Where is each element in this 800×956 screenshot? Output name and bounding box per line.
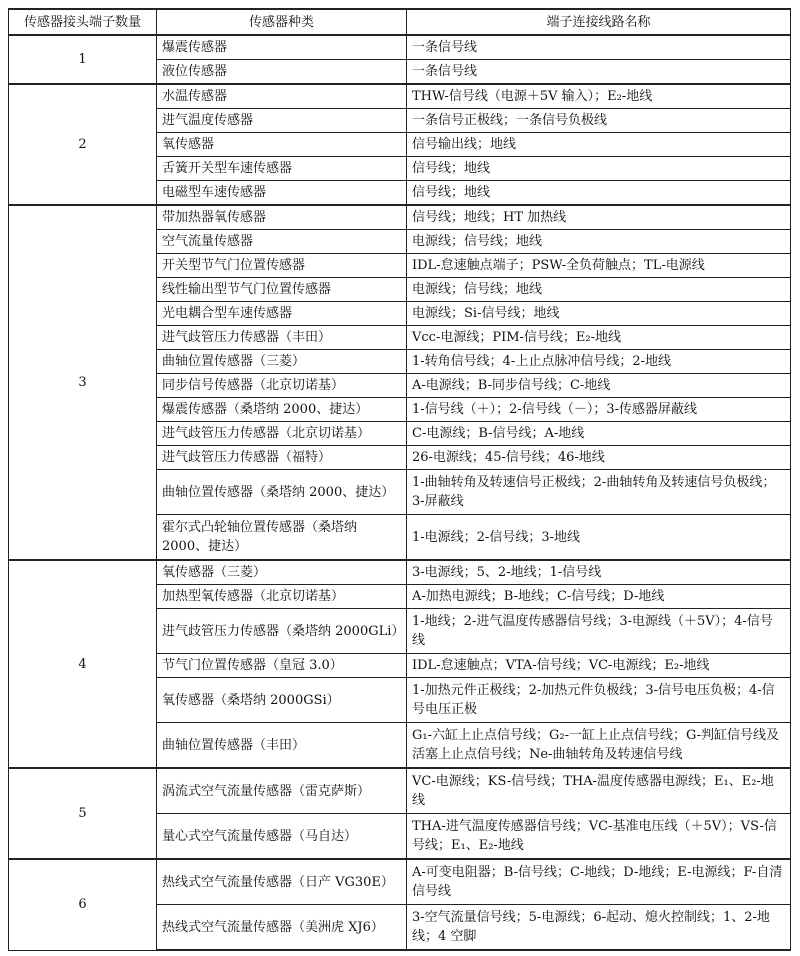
sensor-type-cell: 曲轴位置传感器（桑塔纳 2000、捷达） [157,470,407,515]
sensor-type-cell: 氧传感器（三菱） [157,560,407,585]
sensor-type-cell: 曲轴位置传感器（丰田） [157,723,407,769]
sensor-type-cell: 爆震传感器 [157,35,407,60]
sensor-type-cell: 氧传感器 [157,133,407,157]
wiring-name-cell: 3-电源线；5、2-地线；1-信号线 [407,560,791,585]
sensor-type-cell: 线性输出型节气门位置传感器 [157,278,407,302]
sensor-type-cell: 带加热器氧传感器 [157,205,407,230]
table-row [9,768,791,814]
wiring-name-cell: 1-信号线（＋）；2-信号线（－）；3-传感器屏蔽线 [407,398,791,422]
sensor-type-cell: 进气温度传感器 [157,109,407,133]
sensor-type-cell: 水温传感器 [157,84,407,109]
sensor-type-cell: 曲轴位置传感器（三菱） [157,350,407,374]
sensor-type-cell: 进气歧管压力传感器（福特） [157,446,407,470]
sensor-type-cell: 进气歧管压力传感器（北京切诺基） [157,422,407,446]
terminal-count-cell: 2 [9,84,157,205]
table-row [9,560,791,585]
wiring-name-cell: IDL-怠速触点；VTA-信号线；VC-电源线；E₂-地线 [407,654,791,678]
header-terminal-count: 传感器接头端子数量 [9,9,157,35]
sensor-type-cell: 进气歧管压力传感器（桑塔纳 2000GLi） [157,609,407,654]
wiring-name-cell: THA-进气温度传感器信号线；VC-基准电压线（＋5V）；VS-信号线；E₁、E₂-地线 [407,814,791,860]
table-body [9,35,791,950]
wiring-name-cell: 1-加热元件正极线；2-加热元件负极线；3-信号电压负极；4-信号电压正极 [407,678,791,723]
terminal-count-cell: 6 [9,859,157,950]
sensor-type-cell: 加热型氧传感器（北京切诺基） [157,585,407,609]
table-row [9,84,791,109]
wiring-name-cell: A-加热电源线；B-地线；C-信号线；D-地线 [407,585,791,609]
sensor-terminal-table [8,8,791,951]
terminal-count-cell: 1 [9,35,157,84]
wiring-name-cell: 1-转角信号线；4-上止点脉冲信号线；2-地线 [407,350,791,374]
wiring-name-cell: 一条信号线 [407,35,791,60]
table-row [9,859,791,905]
wiring-name-cell: G₁-六缸上止点信号线；G₂-一缸上止点信号线；G-判缸信号线及活塞上止点信号线；Ne-曲轴转角及转速信号线 [407,723,791,769]
wiring-name-cell: 信号输出线；地线 [407,133,791,157]
header-wiring-name: 端子连接线路名称 [407,9,791,35]
sensor-type-cell: 同步信号传感器（北京切诺基） [157,374,407,398]
sensor-type-cell: 霍尔式凸轮轴位置传感器（桑塔纳 2000、捷达） [157,515,407,561]
sensor-type-cell: 涡流式空气流量传感器（雷克萨斯） [157,768,407,814]
wiring-name-cell: Vcc-电源线；PIM-信号线；E₂-地线 [407,326,791,350]
wiring-name-cell: 1-地线；2-进气温度传感器信号线；3-电源线（＋5V）；4-信号线 [407,609,791,654]
sensor-type-cell: 热线式空气流量传感器（日产 VG30E） [157,859,407,905]
sensor-type-cell: 量心式空气流量传感器（马自达） [157,814,407,860]
table-row [9,35,791,60]
wiring-name-cell: 3-空气流量信号线；5-电源线；6-起动、熄火控制线；1、2-地线；4 空脚 [407,905,791,951]
wiring-name-cell: A-可变电阻器；B-信号线；C-地线；D-地线；E-电源线；F-自清信号线 [407,859,791,905]
sensor-type-cell: 舌簧开关型车速传感器 [157,157,407,181]
table-header-row [9,9,791,35]
wiring-name-cell: 电源线；Si-信号线；地线 [407,302,791,326]
wiring-name-cell: VC-电源线；KS-信号线；THA-温度传感器电源线；E₁、E₂-地线 [407,768,791,814]
wiring-name-cell: 一条信号正极线；一条信号负极线 [407,109,791,133]
terminal-count-cell: 3 [9,205,157,560]
sensor-type-cell: 热线式空气流量传感器（美洲虎 XJ6） [157,905,407,951]
wiring-name-cell: 信号线；地线 [407,181,791,206]
table-row [9,205,791,230]
wiring-name-cell: A-电源线；B-同步信号线；C-地线 [407,374,791,398]
wiring-name-cell: 1-曲轴转角及转速信号正极线；2-曲轴转角及转速信号负极线；3-屏蔽线 [407,470,791,515]
wiring-name-cell: 一条信号线 [407,60,791,85]
sensor-type-cell: 爆震传感器（桑塔纳 2000、捷达） [157,398,407,422]
header-sensor-type: 传感器种类 [157,9,407,35]
sensor-type-cell: 电磁型车速传感器 [157,181,407,206]
wiring-name-cell: 1-电源线；2-信号线；3-地线 [407,515,791,561]
sensor-type-cell: 开关型节气门位置传感器 [157,254,407,278]
wiring-name-cell: C-电源线；B-信号线；A-地线 [407,422,791,446]
wiring-name-cell: 电源线；信号线；地线 [407,230,791,254]
sensor-type-cell: 液位传感器 [157,60,407,85]
sensor-type-cell: 氧传感器（桑塔纳 2000GSi） [157,678,407,723]
wiring-name-cell: IDL-怠速触点端子；PSW-全负荷触点；TL-电源线 [407,254,791,278]
terminal-count-cell: 5 [9,768,157,859]
wiring-name-cell: 26-电源线；45-信号线；46-地线 [407,446,791,470]
sensor-type-cell: 光电耦合型车速传感器 [157,302,407,326]
wiring-name-cell: 电源线；信号线；地线 [407,278,791,302]
wiring-name-cell: 信号线；地线；HT 加热线 [407,205,791,230]
sensor-type-cell: 节气门位置传感器（皇冠 3.0） [157,654,407,678]
sensor-type-cell: 空气流量传感器 [157,230,407,254]
wiring-name-cell: THW-信号线（电源＋5V 输入）；E₂-地线 [407,84,791,109]
document-page [8,8,790,951]
terminal-count-cell: 4 [9,560,157,768]
sensor-type-cell: 进气歧管压力传感器（丰田） [157,326,407,350]
wiring-name-cell: 信号线；地线 [407,157,791,181]
